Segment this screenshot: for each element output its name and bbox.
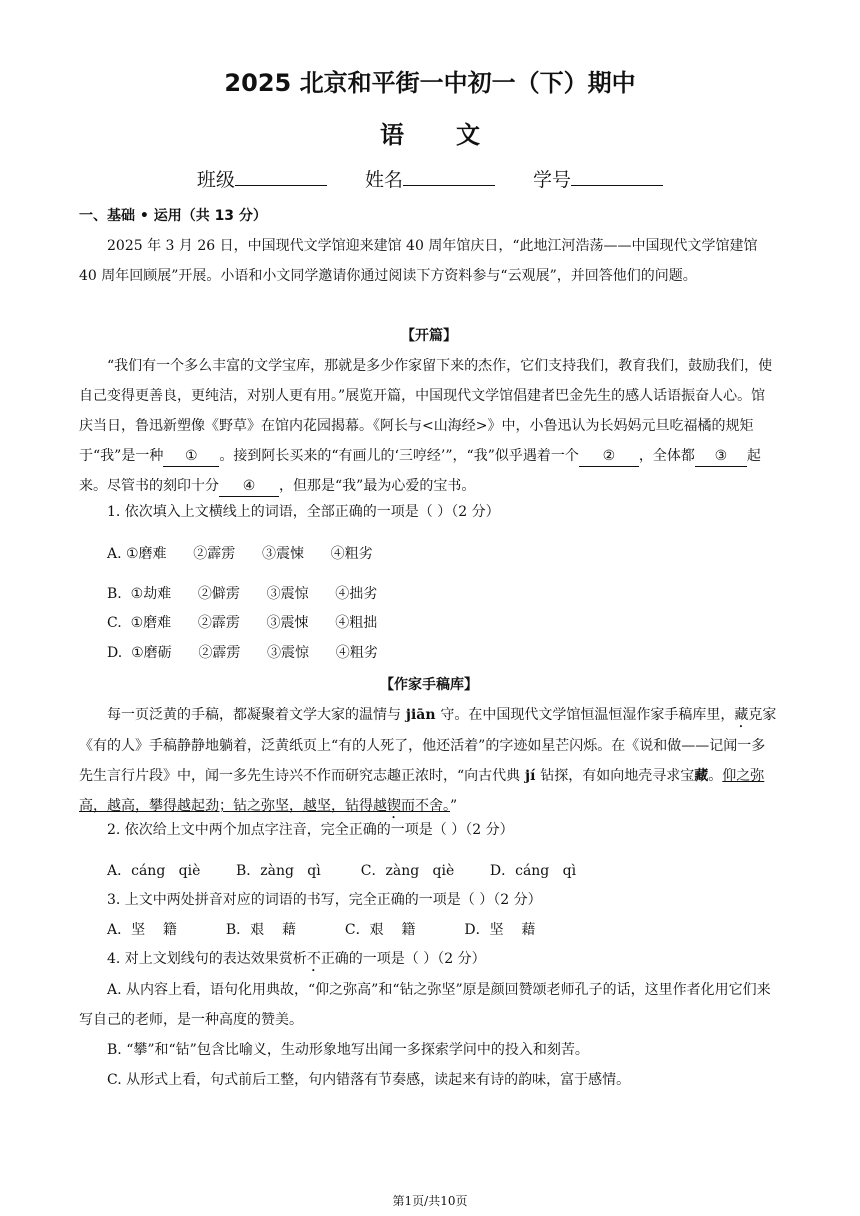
opening-heading: 【开篇】 xyxy=(401,328,457,344)
opening-text-4: 起来。尽管书的刻印十分 xyxy=(79,448,761,494)
manuscript-paragraph xyxy=(79,700,779,822)
opening-text-3: ，全体都 xyxy=(638,448,695,464)
id-label: 学号 xyxy=(533,169,572,191)
question-1-option-d[interactable]: D. ①磨砺 ②霹雳 ③震惊 ④粗劣 xyxy=(107,645,378,661)
manuscript-text-4: 钻探，有如向地壳寻求宝 xyxy=(540,768,695,784)
question-4-stem-b: 正确的一项是（ ）（2 分） xyxy=(320,951,486,967)
student-info-row xyxy=(0,165,860,195)
manuscript-text-2: 守。在中国现代文学馆恒温恒湿作家手稿库里， xyxy=(440,707,735,723)
dotted-char-1: 藏 xyxy=(734,707,749,723)
class-field[interactable] xyxy=(197,169,327,191)
page-footer: 第1页/共10页 xyxy=(392,1194,468,1208)
question-4-stem xyxy=(107,947,486,975)
name-label: 姓名 xyxy=(364,169,403,191)
id-blank[interactable] xyxy=(571,167,663,186)
question-4-option-b[interactable]: B. “攀”和“钻”包含比喻义，生动形象地写出闻一多探索学问中的投入和刻苦。 xyxy=(107,1042,589,1058)
opening-text-1: “我们有一个多么丰富的文学宝库，那就是多少作家留下来的杰作，它们支持我们，教育我们，鼓励我们，使自己变得更善良，更纯洁，对别人更有用。”展览开篇，中国现代文学馆倡建者巴金先生的感人话语振奋人心。馆庆当日，鲁迅新塑像《野草》在馆内花园揭幕。《阿长与<山海经>》中，小鲁迅认为长妈妈元旦吃福橘的规矩于“我”是一种 xyxy=(79,358,773,464)
section-heading: 一、基础 • 运用（共 13 分） xyxy=(79,208,267,224)
question-3-options[interactable]: A．坚 籍 B．艰 藉 C．艰 籍 D．坚 藉 xyxy=(107,922,536,938)
pinyin-jian: jiān xyxy=(401,707,441,723)
question-1-option-a[interactable]: A. ①磨难 ②霹雳 ③震悚 ④粗劣 xyxy=(107,546,373,562)
manuscript-heading: 【作家手稿库】 xyxy=(380,677,478,693)
subject-title: 语文 xyxy=(380,121,532,149)
question-3-stem: 3. 上文中两处拼音对应的词语的书写，完全正确的一项是（ ）（2 分） xyxy=(107,892,542,908)
blank-4: ④ xyxy=(219,476,279,497)
name-field[interactable] xyxy=(365,169,495,191)
manuscript-text-1: 每一页泛黄的手稿，都凝聚着文学大家的温情与 xyxy=(107,707,401,723)
question-4-option-c[interactable]: C. 从形式上看，句式前后工整，句内错落有节奏感，读起来有诗的韵味，富于感情。 xyxy=(107,1072,631,1088)
opening-paragraph xyxy=(79,351,779,501)
question-1-stem: 1. 依次填入上文横线上的词语，全部正确的一项是（ ）（2 分） xyxy=(107,504,500,520)
question-2-stem: 2. 依次给上文中两个加点字注音，完全正确的一项是（ ）（2 分） xyxy=(107,822,514,838)
question-1-option-b[interactable]: B. ①劫难 ②僻雳 ③震惊 ④拙劣 xyxy=(107,586,378,602)
dotted-char-2: 锲 xyxy=(387,798,401,814)
name-blank[interactable] xyxy=(403,167,495,186)
blank-1: ① xyxy=(163,446,219,467)
exam-title: 2025 北京和平街一中初一（下）期中 xyxy=(224,69,636,97)
underlined-text-2: 而不舍。 xyxy=(401,798,450,814)
manuscript-text-6: ” xyxy=(450,798,458,814)
bold-char: 藏 xyxy=(694,768,709,784)
pinyin-ji: jí xyxy=(520,768,541,784)
opening-text-2: 。接到阿长买来的“有画儿的‘三哼经’”，“我”似乎遇着一个 xyxy=(219,448,579,464)
question-4-dotted: 不 xyxy=(306,951,321,967)
opening-text-5: ，但那是“我”最为心爱的宝书。 xyxy=(279,478,476,494)
question-2-options[interactable]: A．cáng qiè B．zàng qì C．zàng qiè D．cáng qì xyxy=(107,863,577,879)
class-label: 班级 xyxy=(196,169,235,191)
blank-2: ② xyxy=(579,446,639,467)
class-blank[interactable] xyxy=(235,167,327,186)
blank-3: ③ xyxy=(695,446,747,467)
manuscript-text-5: 。 xyxy=(708,768,723,784)
id-field[interactable] xyxy=(533,169,663,191)
question-1-option-c[interactable]: C. ①磨难 ②霹雳 ③震悚 ④粗拙 xyxy=(107,615,378,631)
question-4-option-a[interactable]: A. 从内容上看，语句化用典故，“仰之弥高”和“钻之弥坚”原是颜回赞颂老师孔子的话，这里作者化用它们来写自己的老师，是一种高度的赞美。 xyxy=(79,982,771,1028)
intro-paragraph: 2025 年 3 月 26 日，中国现代文学馆迎来建馆 40 周年馆庆日，“此地江河浩荡——中国现代文学馆建馆 40 周年回顾展”开展。小语和小文同学邀请你通过阅读下方资料参与“云观展”，并回答他们的问题。 xyxy=(79,238,758,284)
manuscript-text-3: 克家《有的人》手稿静静地躺着，泛黄纸页上“有的人死了，他还活着”的字迹如星芒闪烁。在《说和做——记闻一多先生言行片段》中，闻一多先生诗兴不作而研究志趣正浓时，“向古代典 xyxy=(79,707,777,784)
question-4-stem-a: 4. 对上文划线句的表达效果赏析 xyxy=(107,951,307,967)
underlined-text-1: 仰之弥高，越高，攀得越起劲；钻之弥坚，越坚，钻得越 xyxy=(79,768,765,814)
